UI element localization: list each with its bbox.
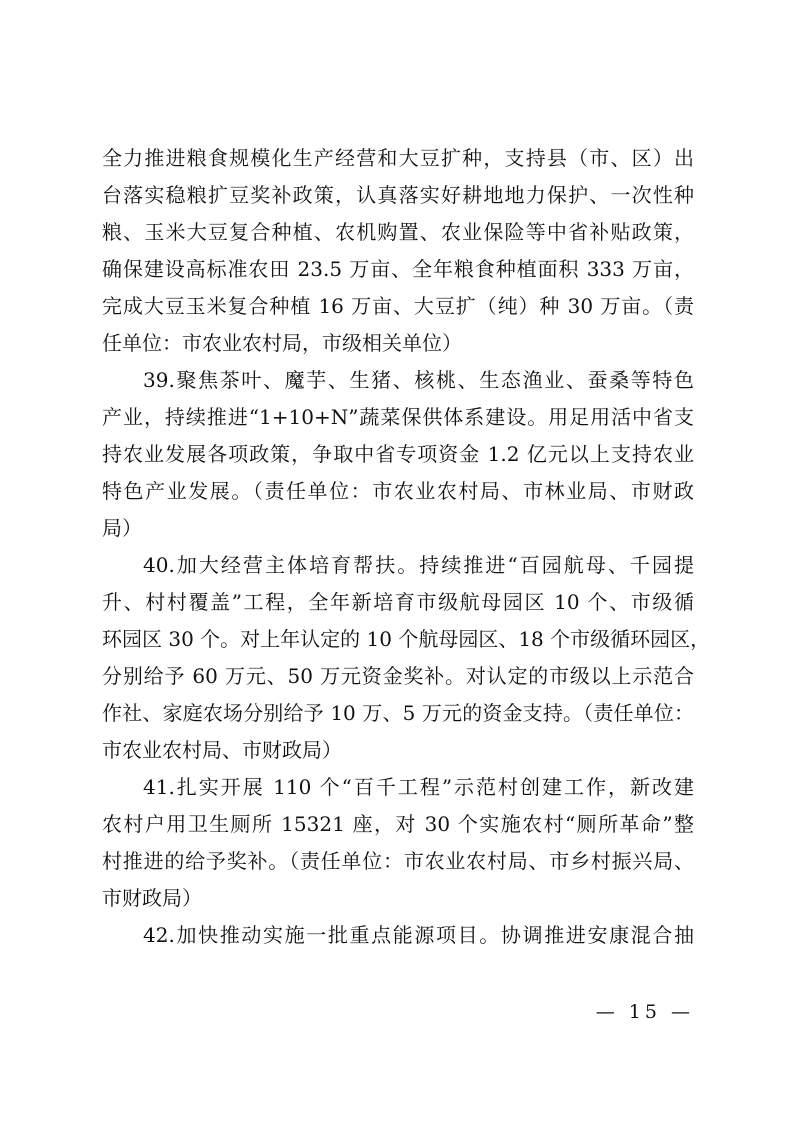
paragraph-41-heading: 41.扎实开展 110 个“百千工程”示范村创建工作，新改建 — [143, 775, 694, 799]
paragraph-39-heading: 39.聚焦茶叶、魔芋、生猪、核桃、生态渔业、蚕桑等特色 — [143, 368, 694, 392]
text-line: 升、村村覆盖”工程，全年新培育市级航母园区 10 个、市级循 — [102, 590, 694, 614]
text-line: 农村户用卫生厕所 15321 座，对 30 个实施农村“厕所革命”整 — [102, 812, 694, 836]
page-number: — 15 — — [595, 1001, 694, 1023]
text-line: 全力推进粮食规模化生产经营和大豆扩种，支持县（市、区）出 — [102, 146, 694, 170]
text-line: 市农业农村局、市财政局） — [102, 738, 342, 762]
body-text — [102, 140, 711, 954]
text-line: 局） — [102, 516, 142, 540]
text-line: 环园区 30 个。对上年认定的 10 个航母园区、18 个市级循环园区， — [102, 627, 711, 651]
text-line: 完成大豆玉米复合种植 16 万亩、大豆扩（纯）种 30 万亩。（责 — [102, 294, 694, 318]
text-line: 台落实稳粮扩豆奖补政策，认真落实好耕地地力保护、一次性种 — [102, 183, 694, 207]
text-line: 持农业发展各项政策，争取中省专项资金 1.2 亿元以上支持农业 — [102, 442, 694, 466]
text-line: 粮、玉米大豆复合种植、农机购置、农业保险等中省补贴政策， — [102, 220, 694, 244]
paragraph-42-heading: 42.加快推动实施一批重点能源项目。协调推进安康混合抽 — [143, 923, 694, 947]
text-line: 任单位：市农业农村局，市级相关单位） — [102, 331, 462, 355]
text-line: 村推进的给予奖补。（责任单位：市农业农村局、市乡村振兴局、 — [102, 849, 694, 873]
text-line: 确保建设高标准农田 23.5 万亩、全年粮食种植面积 333 万亩， — [102, 257, 694, 281]
paragraph-40-heading: 40.加大经营主体培育帮扶。持续推进“百园航母、千园提 — [143, 553, 694, 577]
text-line: 市财政局） — [102, 886, 202, 910]
text-line: 作社、家庭农场分别给予 10 万、5 万元的资金支持。（责任单位： — [102, 701, 694, 725]
text-line: 产业，持续推进“1+10+N”蔬菜保供体系建设。用足用活中省支 — [102, 405, 694, 429]
text-line: 特色产业发展。（责任单位：市农业农村局、市林业局、市财政 — [102, 479, 694, 503]
text-line: 分别给予 60 万元、50 万元资金奖补。对认定的市级以上示范合 — [102, 664, 694, 688]
